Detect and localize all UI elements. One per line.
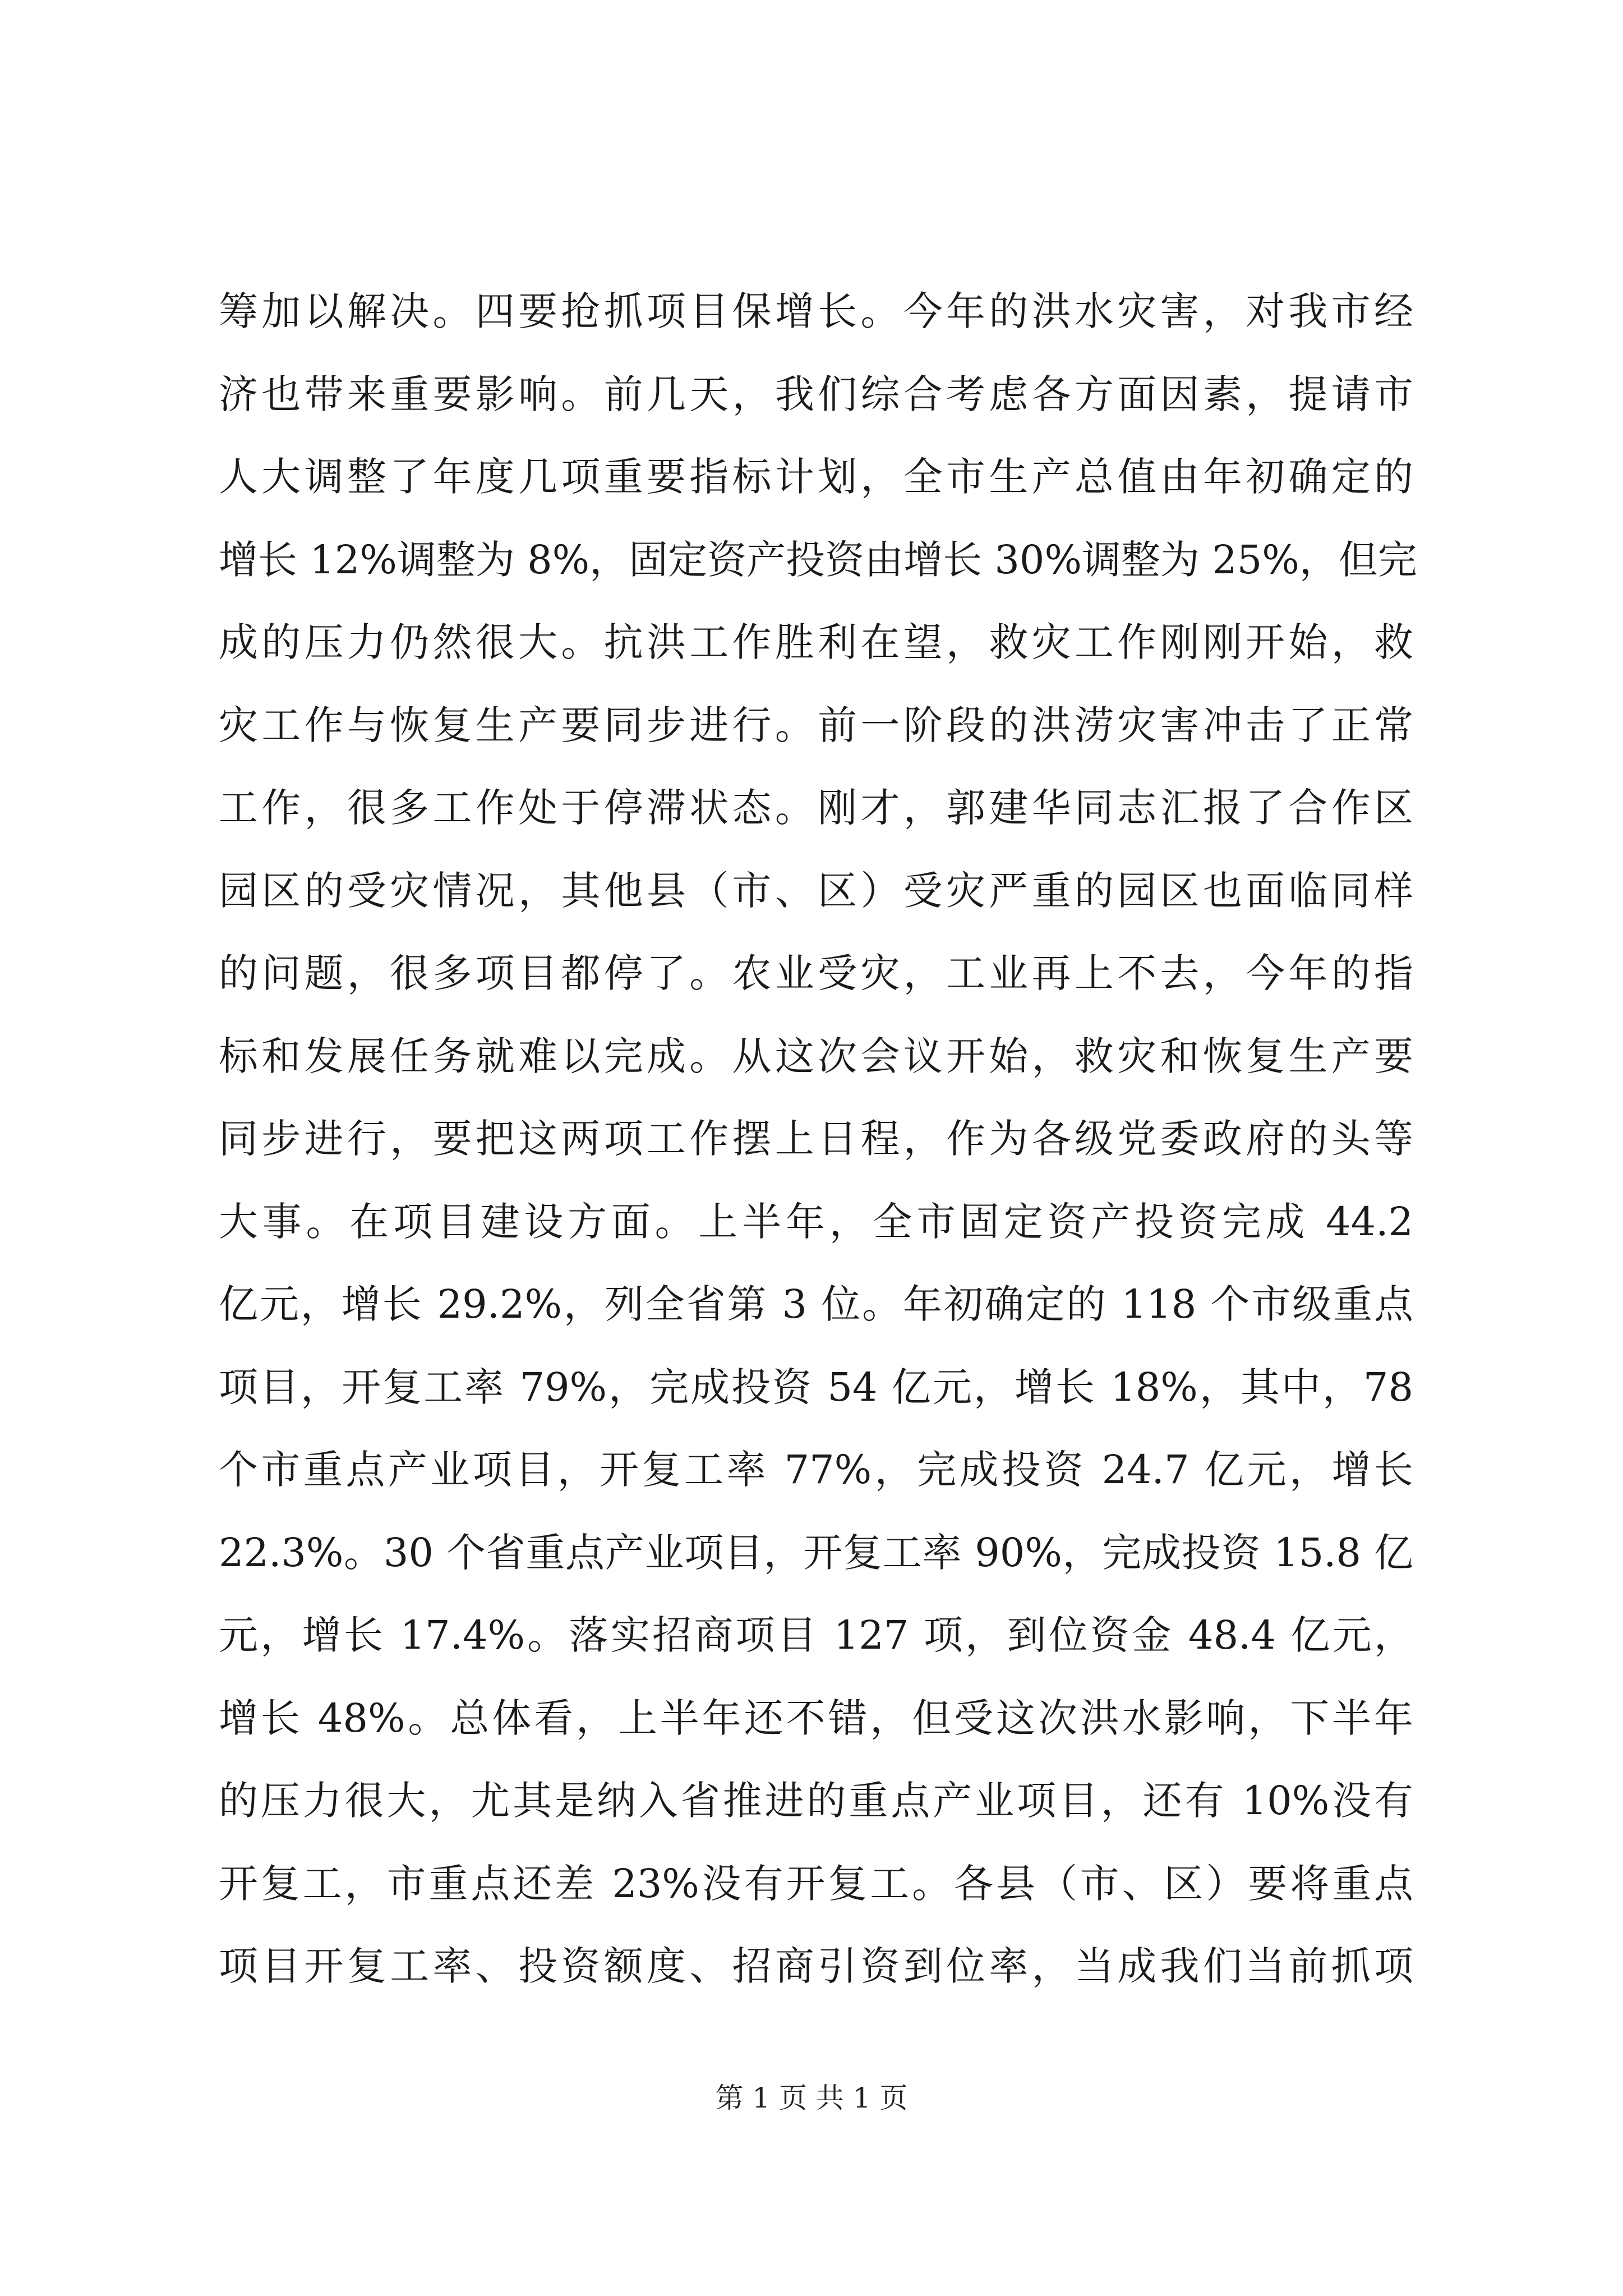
text-line: 济也带来重要影响。前几天，我们综合考虑各方面因素，提请市 bbox=[219, 371, 1413, 417]
text-line: 灾工作与恢复生产要同步进行。前一阶段的洪涝灾害冲击了正常 bbox=[219, 702, 1413, 748]
text-line: 筹加以解决。四要抢抓项目保增长。今年的洪水灾害，对我市经 bbox=[219, 288, 1413, 334]
text-line: 标和发展任务就难以完成。从这次会议开始，救灾和恢复生产要 bbox=[219, 1033, 1413, 1079]
text-line: 项目，开复工率 79%，完成投资 54 亿元，增长 18%，其中，78 bbox=[219, 1364, 1413, 1410]
text-line: 人大调整了年度几项重要指标计划，全市生产总值由年初确定的 bbox=[219, 454, 1413, 500]
text-line: 的问题，很多项目都停了。农业受灾，工业再上不去，今年的指 bbox=[219, 950, 1413, 996]
text-line: 开复工，市重点还差 23%没有开复工。各县（市、区）要将重点 bbox=[219, 1860, 1413, 1907]
text-line: 大事。在项目建设方面。上半年，全市固定资产投资完成 44.2 bbox=[219, 1198, 1413, 1245]
text-line: 22.3%。30 个省重点产业项目，开复工率 90%，完成投资 15.8 亿 bbox=[219, 1529, 1413, 1576]
text-line: 增长 12%调整为 8%，固定资产投资由增长 30%调整为 25%，但完 bbox=[219, 536, 1417, 583]
page-number-label: 第 1 页 共 1 页 bbox=[715, 2082, 908, 2114]
text-line: 增长 48%。总体看，上半年还不错，但受这次洪水影响，下半年 bbox=[219, 1695, 1413, 1741]
text-line: 成的压力仍然很大。抗洪工作胜利在望，救灾工作刚刚开始，救 bbox=[219, 619, 1413, 665]
text-line: 的压力很大，尤其是纳入省推进的重点产业项目，还有 10%没有 bbox=[219, 1778, 1413, 1824]
text-line: 项目开复工率、投资额度、招商引资到位率，当成我们当前抓项 bbox=[219, 1943, 1413, 1989]
text-line: 亿元，增长 29.2%，列全省第 3 位。年初确定的 118 个市级重点 bbox=[219, 1281, 1413, 1327]
text-line: 同步进行，要把这两项工作摆上日程，作为各级党委政府的头等 bbox=[219, 1116, 1413, 1162]
text-line: 工作，很多工作处于停滞状态。刚才，郭建华同志汇报了合作区 bbox=[219, 785, 1413, 831]
page-footer bbox=[0, 2078, 1623, 2118]
text-line: 元，增长 17.4%。落实招商项目 127 项，到位资金 48.4 亿元， bbox=[219, 1612, 1413, 1658]
text-line: 园区的受灾情况，其他县（市、区）受灾严重的园区也面临同样 bbox=[219, 867, 1413, 914]
body-paragraph bbox=[219, 270, 1417, 2008]
text-line: 个市重点产业项目，开复工率 77%，完成投资 24.7 亿元，增长 bbox=[219, 1447, 1413, 1493]
